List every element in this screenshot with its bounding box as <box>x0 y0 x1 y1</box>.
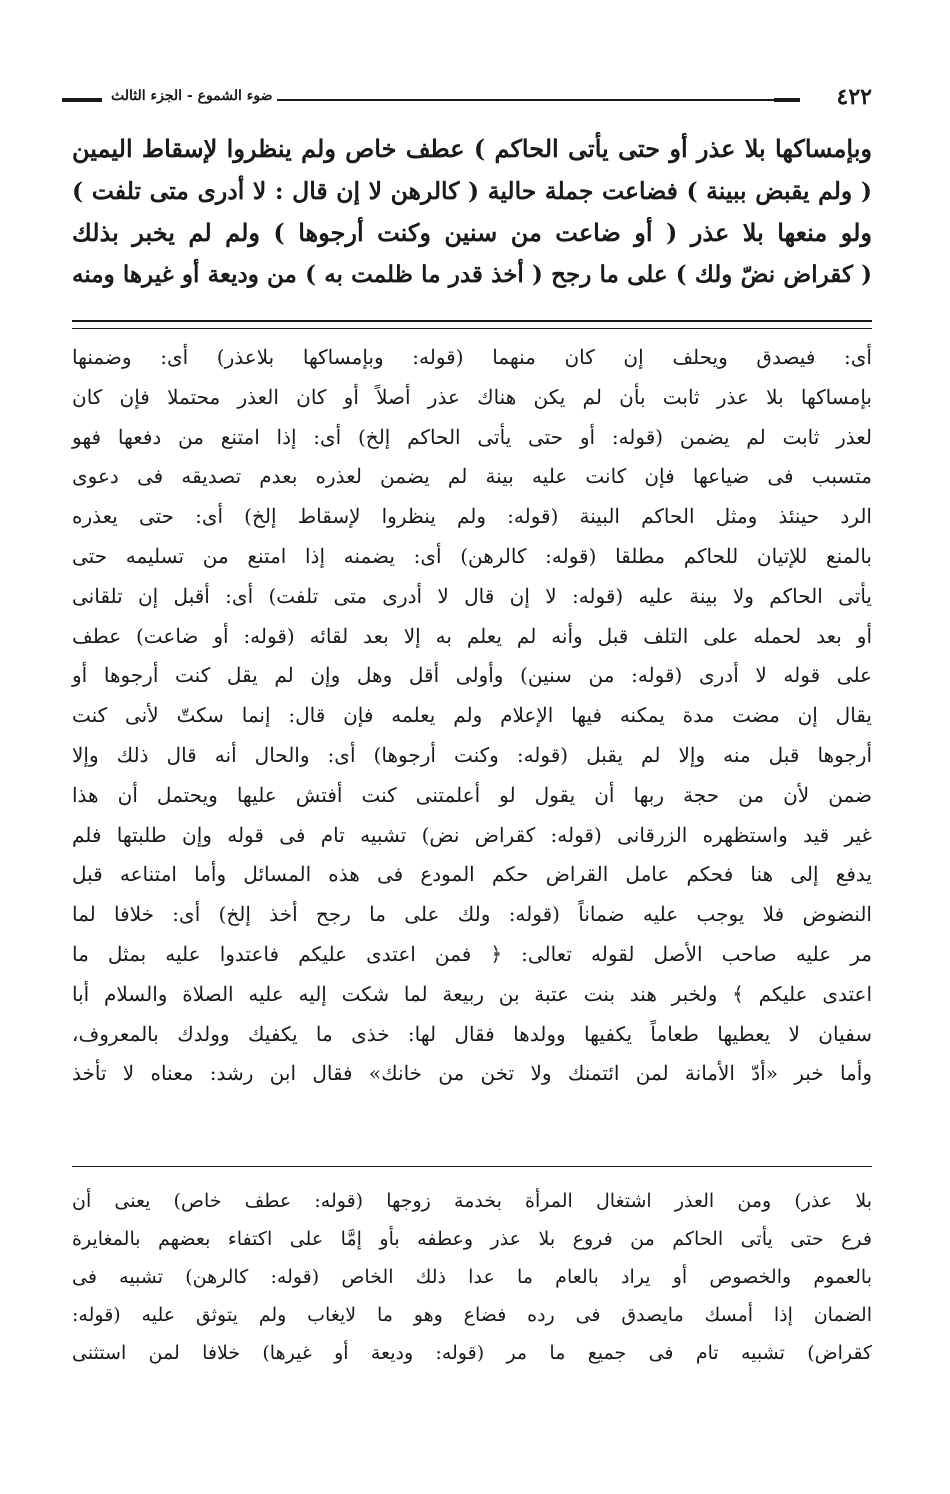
matn-line: ولو منعها بلا عذر ( أو ضاعت من سنين وكنت أرجوها ) ولم لم يخبر بذلك <box>72 218 872 247</box>
sharh-line: يأتى الحاكم ولا بينة عليه (قوله: لا إن قال لا أدرى متى تلفت) أى: أقبل إن تلقانى <box>72 583 872 608</box>
page-number: ٤٢٢ <box>836 84 872 110</box>
sharh-line: أى: فيصدق ويحلف إن كان منهما (قوله: وبإمساكها بلاعذر) أى: وضمنها <box>72 345 872 369</box>
hashiya-text <box>72 1182 872 1372</box>
sharh-line: وأما خبر «أدّ الأمانة لمن ائتمنك ولا تخن من خانك» فقال ابن رشد: معناه لا تأخذ <box>72 1061 872 1086</box>
sharh-line: الرد حينئذ ومثل الحاكم البينة (قوله: ولم ينظروا لإسقاط إلخ) أى: حتى يعذره <box>72 504 872 529</box>
hashiya-line: فرع حتى يأتى الحاكم من فروع بلا عذر وعطفه بأو إمَّا على اكتفاء بعضهم بالمغايرة <box>72 1228 872 1250</box>
sharh-line: سفيان لا يعطيها طعاماً يكفيها وولدها فقال لها: خذى ما يكفيك وولدك بالمعروف، <box>72 1021 872 1046</box>
header-rule <box>212 99 800 101</box>
sharh-line: يقال إن مضت مدة يمكنه فيها الإعلام ولم يعلمه فإن قال: إنما سكتّ لأنى كنت <box>72 703 872 728</box>
matn-separator <box>72 320 872 329</box>
matn-line: ( ولم يقبض ببينة ) فضاعت جملة حالية ( كالرهن لا إن قال : لا أدرى متى تلفت ) <box>72 177 872 205</box>
sharh-line: متسبب فى ضياعها فإن كانت عليه بينة لم يضمن لعذره بعدم تصديقه فى دعوى <box>72 464 872 489</box>
hashiya-line: الضمان إذا أمسك مايصدق فى رده فضاع وهو ما لايغاب ولم يتوثق عليه (قوله: <box>72 1304 872 1326</box>
matn-line: وبإمساكها بلا عذر أو حتى يأتى الحاكم ) عطف خاص ولم ينظروا لإسقاط اليمين <box>72 134 872 163</box>
sharh-line: غير قيد واستظهره الزرقانى (قوله: كقراض نض) تشبيه تام فى قوله وإن طلبتها فلم <box>72 822 872 847</box>
header-dash-left <box>62 98 102 102</box>
sharh-line: لعذر ثابت لم يضمن (قوله: أو حتى يأتى الحاكم إلخ) أى: إذا امتنع من دفعها فهو <box>72 424 872 449</box>
hashiya-line: بالعموم والخصوص أو يراد بالعام ما عدا ذلك الخاص (قوله: كالرهن) تشبيه فى <box>72 1266 872 1288</box>
sharh-line: بالمنع للإتيان للحاكم مطلقا (قوله: كالرهن) أى: يضمنه إذا امتنع من تسليمه حتى <box>72 543 872 568</box>
hashiya-line: كقراض) تشبيه تام فى جميع ما مر (قوله: وديعة أو غيرها) خلافا لمن استثنى <box>72 1342 872 1364</box>
sharh-line: أرجوها قبل منه وإلا لم يقبل (قوله: وكنت أرجوها) أى: والحال أنه قال ذلك وإلا <box>72 742 872 767</box>
sharh-line: مر عليه صاحب الأصل لقوله تعالى: ﴿ فمن اعتدى عليكم فاعتدوا عليه بمثل ما <box>72 941 872 966</box>
book-title: ضوء الشموع - الجزء الثالث <box>107 88 277 104</box>
footnote-separator <box>72 1166 872 1167</box>
matn-text <box>72 128 872 296</box>
sharh-line: بإمساكها بلا عذر ثابت بأن لم يكن هناك عذر أصلاً أو كان العذر محتملا فإن كان <box>72 384 872 409</box>
sharh-text <box>72 338 872 1094</box>
hashiya-line: بلا عذر) ومن العذر اشتغال المرأة بخدمة زوجها (قوله: عطف خاص) يعنى أن <box>72 1190 872 1212</box>
sharh-line: اعتدى عليكم ﴾ ولخبر هند بنت عتبة بن ربيعة لما شكت إليه عليه الصلاة والسلام أبا <box>72 981 872 1006</box>
sharh-line: النضوض فلا يوجب عليه ضماناً (قوله: ولك على ما رجح أخذ إلخ) أى: خلافا لما <box>72 902 872 927</box>
sharh-line: أو بعد لحمله على التلف قبل وأنه لم يعلم به إلا بعد لقائه (قوله: أو ضاعت) عطف <box>72 623 872 648</box>
sharh-line: يدفع إلى هنا فحكم عامل القراض حكم المودع فى هذه المسائل وأما امتناعه قبل <box>72 862 872 887</box>
matn-line: ( كقراض نضّ ولك ) على ما رجح ( أخذ قدر ما ظلمت به ) من وديعة أو غيرها ومنه <box>72 261 872 288</box>
sharh-line: ضمن لأن من حجة ربها أن يقول لو أعلمتنى كنت أفتش عليها ويحتمل أن هذا <box>72 782 872 807</box>
running-header <box>62 84 872 114</box>
sharh-line: على قوله لا أدرى (قوله: من سنين) وأولى أقل وهل وإن لم يقل كنت أرجوها أو <box>72 663 872 688</box>
